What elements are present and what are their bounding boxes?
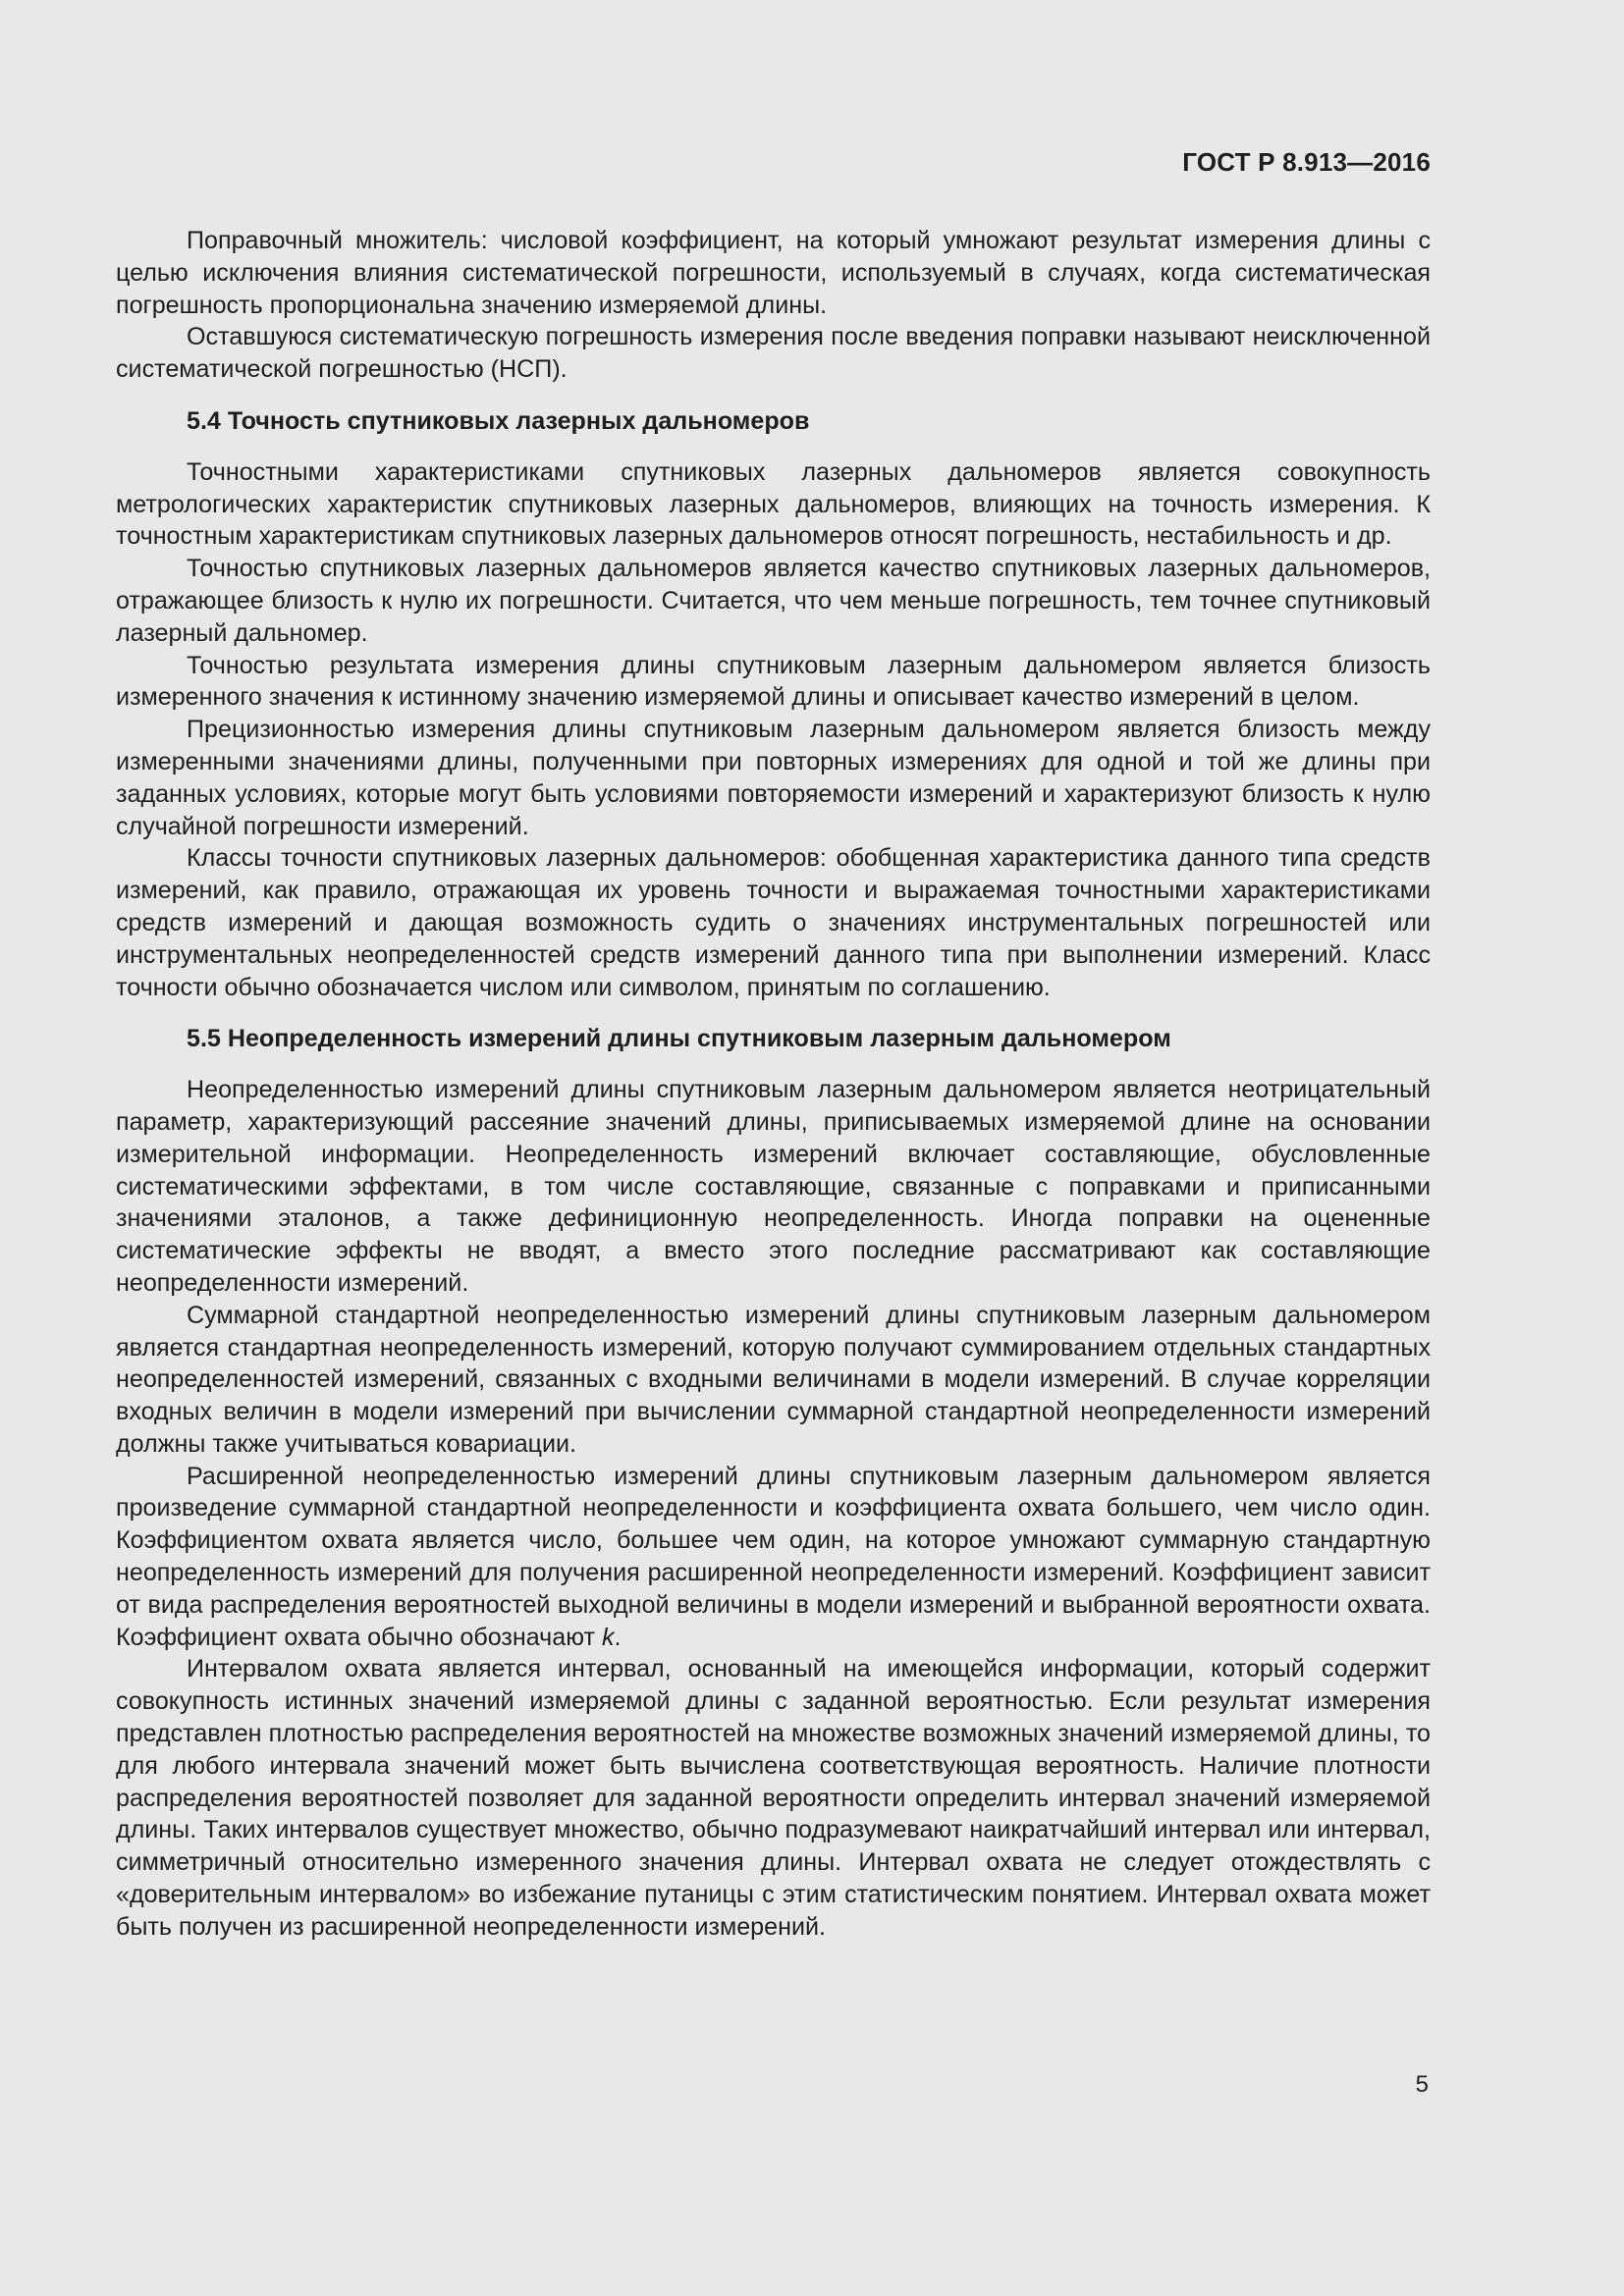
paragraph: Поправочный множитель: числовой коэффициент, на который умножают результат измерения длины с целью исключения влияния систематической погрешности, используемый в случаях, когда систематическая погрешность пропорциональна значению измеряемой длины. <box>116 227 1431 319</box>
paragraph <box>116 1461 1431 1654</box>
document-body <box>116 225 1431 1944</box>
coverage-factor-symbol: k <box>601 1623 615 1651</box>
page-number: 5 <box>1415 2071 1429 2098</box>
section-heading-5-4: 5.4 Точность спутниковых лазерных дальномеров <box>187 406 810 435</box>
paragraph: Точностью спутниковых лазерных дальномеров является качество спутниковых лазерных дальномеров, отражающее близость к нулю их погрешности. Считается, что чем меньше погрешность, тем точнее спутниковый лазерный дальномер. <box>116 555 1431 647</box>
paragraph: Точностными характеристиками спутниковых лазерных дальномеров является совокупность метрологических характеристик спутниковых лазерных дальномеров, влияющих на точность измерения. К точностным характеристикам спутниковых лазерных дальномеров относят погрешность, нестабильность и др. <box>116 457 1431 551</box>
paragraph-text: Расширенной неопределенностью измерений длины спутниковым лазерным дальномером является произведение суммарной стандартной неопределенности и коэффициента охвата большего, чем число один. Коэффициентом охвата является число, большее чем один, на которое умножают суммарную стандартную неопределенность измерений для получения расширенной неопределенности измерений. Коэффициент зависит от вида распределения вероятностей выходной величины в модели измерений и выбранной вероятности охвата. Коэффициент охвата обычно обозначают <box>116 1462 1431 1651</box>
section-heading-5-5: 5.5 Неопределенность измерений длины спутниковым лазерным дальномером <box>187 1025 1171 1053</box>
standard-designation: ГОСТ Р 8.913—2016 <box>1182 147 1431 177</box>
paragraph: Суммарной стандартной неопределенностью измерений длины спутниковым лазерным дальномером является стандартная неопределенность измерений, которую получают суммированием отдельных стандартных неопределенностей измерений, связанных с входными величинами в модели измерений. В случае корреляции входных величин в модели измерений при вычислении суммарной стандартной неопределенности измерений должны также учитываться ковариации. <box>116 1301 1431 1458</box>
paragraph: Интервалом охвата является интервал, основанный на имеющейся информации, который содержит совокупность истинных значений измеряемой длины с заданной вероятностью. Если результат измерения представлен плотностью распределения вероятностей на множестве возможных значений измеряемой длины, то для любого интервала значений может быть вычислена соответствующая вероятность. Наличие плотности распределения вероятностей позволяет для заданной вероятности определить интервал значений измеряемой длины. Таких интервалов существует множество, обычно подразумевают наикратчайший интервал или интервал, симметричный относительно измеренного значения длины. Интервал охвата не следует отождествлять с «доверительным интервалом» во избежание путаницы с этим статистическим понятием. Интервал охвата может быть получен из расширенной неопределенности измерений. <box>116 1655 1431 1941</box>
paragraph: Неопределенностью измерений длины спутниковым лазерным дальномером является неотрицательный параметр, характеризующий рассеяние значений длины, приписываемых измеряемой длине на основании измерительной информации. Неопределенность измерений включает составляющие, обусловленные систематическими эффектами, в том числе составляющие, связанные с поправками и приписанными значениями эталонов, а также дефиниционную неопределенность. Иногда поправки на оцененные систематические эффекты не вводят, а вместо этого последние рассматривают как составляющие неопределенности измерений. <box>116 1076 1431 1297</box>
paragraph: Точностью результата измерения длины спутниковым лазерным дальномером является близость измеренного значения к истинному значению измеряемой длины и описывает качество измерений в целом. <box>116 651 1431 712</box>
paragraph: Классы точности спутниковых лазерных дальномеров: обобщенная характеристика данного типа средств измерений, как правило, отражающая их уровень точности и выражаемая точностными характеристиками средств измерений и дающая возможность судить о значениях инструментальных погрешностей или инструментальных неопределенностей средств измерений данного типа при выполнении измерений. Класс точности обычно обозначается числом или символом, принятым по соглашению. <box>116 844 1431 1001</box>
paragraph: Оставшуюся систематическую погрешность измерения после введения поправки называют неисключенной систематической погрешностью (НСП). <box>116 323 1431 384</box>
paragraph-end: . <box>614 1623 622 1651</box>
paragraph: Прецизионностью измерения длины спутниковым лазерным дальномером является близость между измеренными значениями длины, полученными при повторных измерениях для одной и той же длины при заданных условиях, которые могут быть условиями повторяемости измерений и характеризуют близость к нулю случайной погрешности измерений. <box>116 716 1431 840</box>
